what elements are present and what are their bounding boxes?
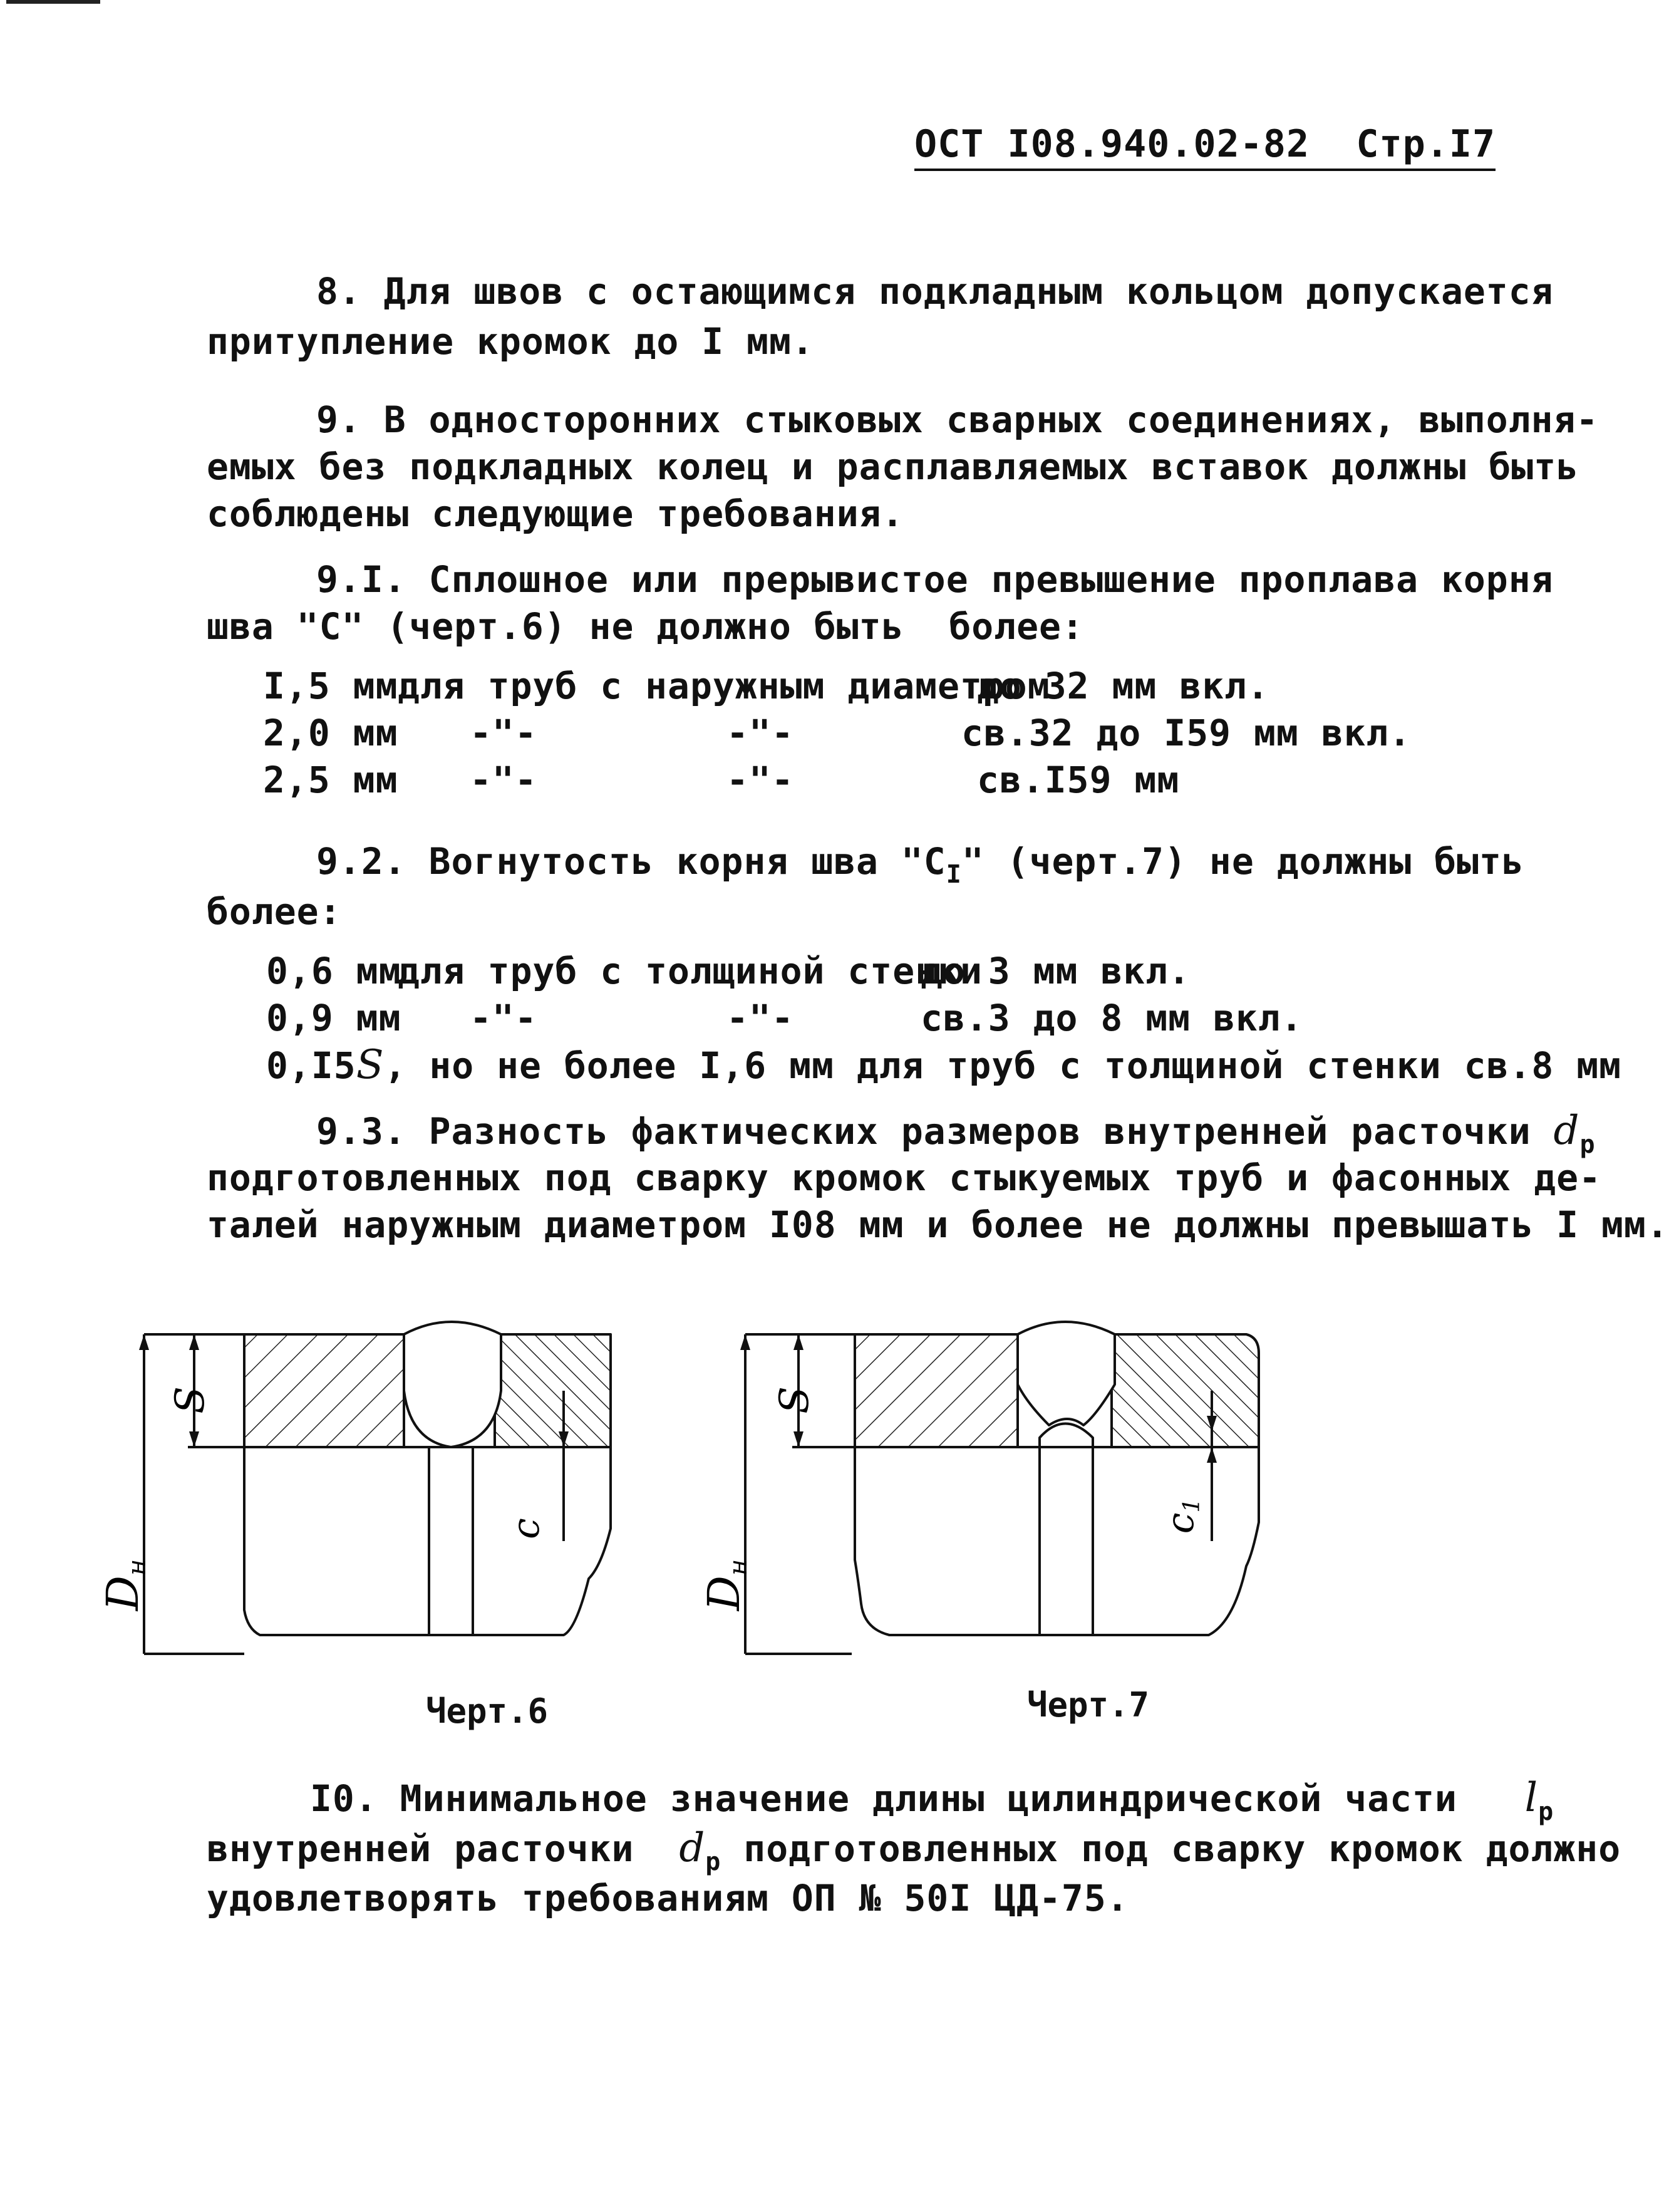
scan-edge-mark <box>6 0 100 4</box>
p92-row2-ditto2: -"- <box>726 997 794 1039</box>
p91-row1-desc: для труб с наружным диаметром <box>398 665 1050 707</box>
p91-row1-range: до 32 мм вкл. <box>977 665 1269 707</box>
p10-line2 <box>207 1826 1621 1875</box>
p92-row2-ditto1: -"- <box>470 997 537 1039</box>
p10-line1 <box>310 1776 1554 1825</box>
fig6-label-c: c <box>504 1518 548 1539</box>
p91-line1: 9.I. Сплошное или прерывистое превышение проплава корня <box>316 558 1554 601</box>
fig7-label-dn <box>698 1559 753 1612</box>
p92-row3-value: 0,I5 <box>266 1044 356 1087</box>
fig7-label-dn-sub: н <box>724 1559 753 1576</box>
p9-line1: 9. В односторонних стыковых сварных соединениях, выполня- <box>316 398 1599 441</box>
figure-6-weld-drawing <box>97 1316 639 1666</box>
p91-row3-value: 2,5 мм <box>263 759 398 801</box>
p92-subscript: I <box>946 860 962 889</box>
p92-row2-range: св.3 до 8 мм вкл. <box>921 997 1303 1039</box>
p93-line2: подготовленных под сварку кромок стыкуемых труб и фасонных де- <box>207 1156 1601 1199</box>
p10-subscript-d: p <box>705 1847 721 1876</box>
fig7-label-c <box>1159 1498 1205 1534</box>
p92-line1 <box>316 839 1524 888</box>
figure-7-weld-drawing <box>698 1316 1271 1666</box>
p10-line3: удовлетворять требованиям ОП № 50I ЦД-75. <box>207 1877 1129 1919</box>
fig7-right-plate <box>1112 1334 1259 1447</box>
document-code: ОСТ I08.940.02-82 <box>914 122 1310 166</box>
fig6-label-dn <box>97 1559 152 1612</box>
p92-row3-symbol: S <box>356 1042 385 1088</box>
p92-line1-rest: " (черт.7) не должны быть <box>961 840 1524 883</box>
page-header <box>914 122 1496 171</box>
fig6-left-plate <box>244 1334 404 1447</box>
fig7-label-s: S <box>772 1386 818 1414</box>
p93-line3: талей наружным диаметром I08 мм и более не должны превышать I мм. <box>207 1203 1669 1246</box>
p8-line1: 8. Для швов с остающимся подкладным кольцом допускается <box>316 270 1554 313</box>
page-number: Стр.I7 <box>1356 122 1496 166</box>
p92-line1-text: 9.2. Вогнутость корня шва "С <box>316 840 946 883</box>
p10-line2-rest: подготовленных под сварку кромок должно <box>743 1827 1621 1870</box>
fig6-right-plate <box>495 1334 611 1447</box>
fig7-label-dn-main: D <box>698 1576 750 1611</box>
p9-line2: емых без подкладных колец и расплавляемых вставок должны быть <box>207 445 1579 488</box>
fig7-label-c-sub: 1 <box>1179 1498 1205 1513</box>
fig6-pipe-body <box>244 1447 611 1635</box>
p91-row2-value: 2,0 мм <box>263 712 398 754</box>
p10-symbol-d: d <box>679 1825 706 1871</box>
fig7-left-plate <box>855 1334 1018 1447</box>
fig6-label-s: S <box>167 1386 214 1414</box>
p92-row1-value: 0,6 мм <box>266 950 401 992</box>
fig6-weld-bead <box>404 1322 501 1447</box>
p92-row1-desc: для труб с толщиной стенки <box>398 950 983 992</box>
p92-row2-value: 0,9 мм <box>266 997 401 1039</box>
p91-row3-range: св.I59 мм <box>977 759 1180 801</box>
p10-line1-text: I0. Минимальное значение длины цилиндрической части <box>310 1777 1457 1820</box>
p92-row1-range: до 3 мм вкл. <box>921 950 1191 992</box>
p91-row1-value: I,5 мм <box>263 665 398 707</box>
fig6-label-dn-main: D <box>97 1576 148 1611</box>
p91-row2-ditto1: -"- <box>470 712 537 754</box>
p10-symbol-l: l <box>1524 1775 1539 1821</box>
fig7-label-c-main: c <box>1159 1512 1202 1534</box>
figure-6-caption: Черт.6 <box>426 1691 549 1731</box>
p91-row2-ditto2: -"- <box>726 712 794 754</box>
p92-row3 <box>266 1043 1621 1088</box>
figure-7-caption: Черт.7 <box>1027 1685 1150 1725</box>
p91-row3-ditto2: -"- <box>726 759 794 801</box>
p8-line2: притупление кромок до I мм. <box>207 320 814 363</box>
p91-row2-range: св.32 до I59 мм вкл. <box>961 712 1412 754</box>
p93-line1 <box>316 1109 1596 1158</box>
p91-line2: шва "С" (черт.6) не должно быть более: <box>207 605 1084 648</box>
p93-line1-text: 9.3. Разность фактических размеров внутренней расточки <box>316 1110 1531 1153</box>
p92-row3-rest: , но не более I,6 мм для труб с толщиной стенки св.8 мм <box>384 1044 1622 1087</box>
p92-line2: более: <box>207 890 342 933</box>
p9-line3: соблюдены следующие требования. <box>207 492 904 535</box>
fig7-weld-bead <box>1018 1322 1115 1425</box>
p10-subscript-l: p <box>1538 1797 1554 1826</box>
p91-row3-ditto1: -"- <box>470 759 537 801</box>
fig7-pipe-body <box>855 1447 1259 1635</box>
p93-symbol-d: d <box>1553 1108 1580 1154</box>
p93-subscript: p <box>1579 1130 1596 1159</box>
fig6-label-dn-sub: н <box>123 1559 152 1576</box>
fig7-root-concavity <box>1040 1424 1093 1448</box>
p10-line2-text: внутренней расточки <box>207 1827 634 1870</box>
